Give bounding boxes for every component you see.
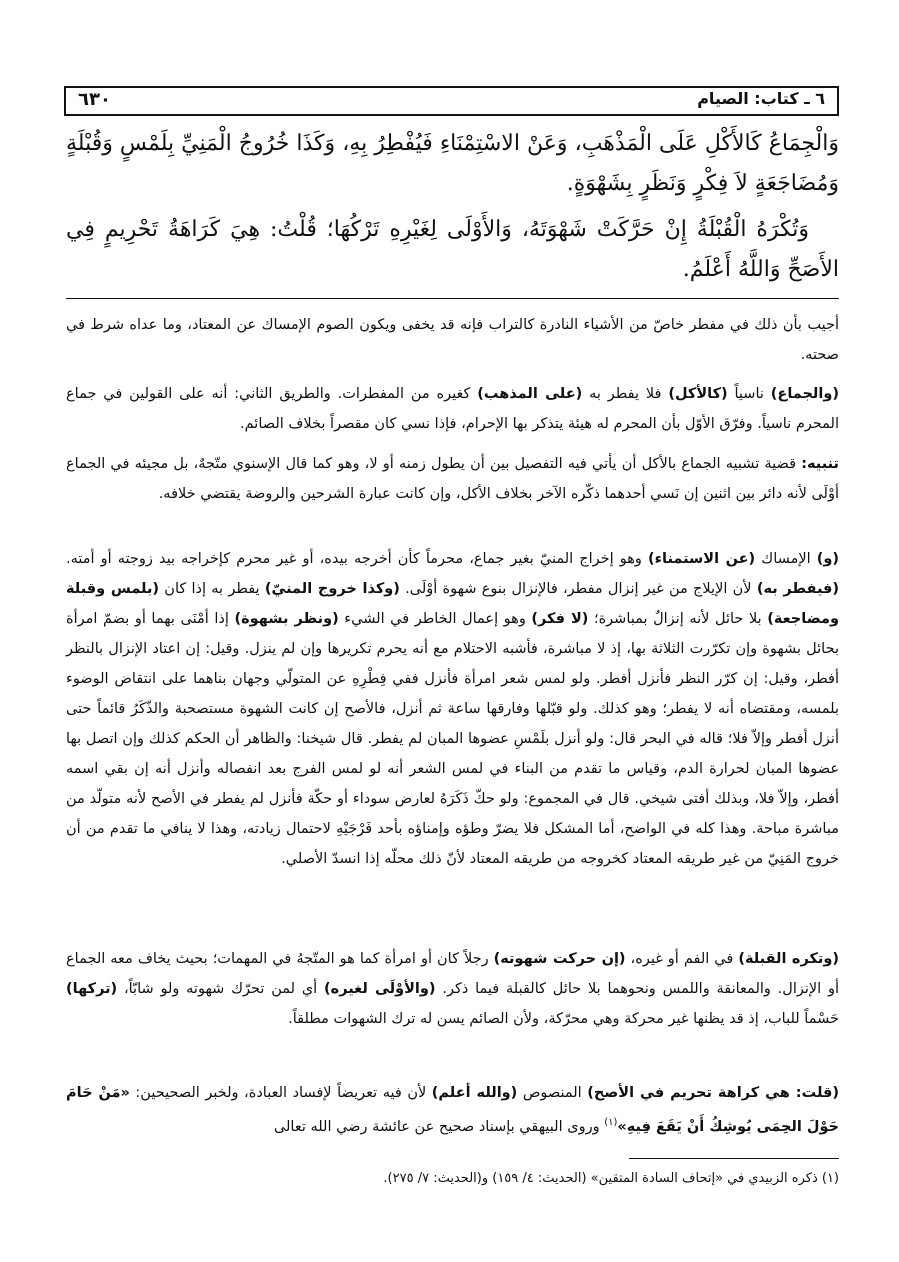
commentary-text: وهو إخراج المنيّ بغير جماع، محرماً كأن أخرجه بيده، أو غير محرم كإخراجه بيد زوجته أو أمته. bbox=[66, 551, 648, 567]
commentary-text: يفطر به إذا كان bbox=[159, 581, 265, 597]
commentary-paragraph-2 bbox=[66, 379, 839, 439]
commentary-text: أي لمن تحرّك شهوته ولو شابّاً، bbox=[117, 981, 325, 997]
commentary-paragraph-6 bbox=[66, 1078, 839, 1142]
quoted-matn: (عن الاستمناء) bbox=[647, 551, 756, 567]
quoted-matn: (قلت: هي كراهة تحريم في الأصح) bbox=[587, 1085, 839, 1101]
main-text-line: وَتُكْرَهُ الْقُبْلَةُ إِنْ حَرَّكَتْ شَهْوَتَهُ، وَالأَوْلَى لِغَيْرِهِ تَرْكُهَا؛ قُلْتُ: هِيَ كَرَاهَةُ تَحْرِيمٍ فِي الأَصَحِّ وَاللَّهُ أَعْلَمُ. bbox=[66, 217, 839, 282]
commentary-paragraph-5 bbox=[66, 944, 839, 1034]
commentary-text: في الفم أو غيره، bbox=[625, 951, 739, 967]
quoted-matn: (وكذا خروج المنيّ) bbox=[264, 581, 400, 597]
commentary-text: أجيب بأن ذلك في مفطر خاصّ من الأشياء النادرة كالتراب فإنه قد يخفى ويكون الصوم الإمساك عن المعتاد، وما عداه شرط في صحته. bbox=[66, 317, 839, 363]
commentary-text: الإمساك bbox=[755, 551, 817, 567]
commentary-text: المنصوص bbox=[517, 1085, 588, 1101]
commentary-paragraph-3 bbox=[66, 449, 839, 509]
footnote-divider bbox=[629, 1158, 839, 1159]
commentary-paragraph-4 bbox=[66, 544, 839, 874]
commentary-text: لأن فيه تعريضاً لإفساد العبادة، ولخبر الصحيحين: bbox=[129, 1085, 432, 1101]
commentary-text: لأن الإيلاج من غير إنزال مفطر، فالإنزال بنوع شهوة أوْلَى. bbox=[399, 581, 757, 597]
quoted-matn: (فيفطر به) bbox=[756, 581, 839, 597]
chapter-title: ٦ ـ كتاب: الصيام bbox=[697, 89, 825, 108]
main-text-paragraph-1 bbox=[66, 124, 839, 204]
quoted-matn: (بلمس وقبلة ومضاجعة) bbox=[66, 581, 839, 627]
commentary-text: قضية تشبيه الجماع بالأكل أن يأتي فيه التفصيل بين أن يطول زمنه أو لا، وهو كما قال الإسنوي متّجهٌ، بل مجيئه في الجماع أوْلَى لأنه دائر بين اثنين إن نَسي أحدهما ذكّره الآخر بخلاف الأكل، وإن كانت عبارة الشرحين والروضة يقتضي خلافه. bbox=[66, 456, 839, 502]
commentary-text: ناسياً bbox=[727, 386, 771, 402]
commentary-text: كغيره من المفطرات. والطريق الثاني: أنه على القولين في جماع المحرم ناسياً. وفرّق الأوّل بأن المحرم له هيئة يتذكر بها الإحرام، فإذا نسي كان مقصراً بخلاف الصائم. bbox=[66, 386, 839, 432]
note-label: تنبيه: bbox=[801, 456, 839, 472]
footnote-marker: (١) bbox=[604, 1117, 618, 1128]
quoted-matn: (إن حركت شهوته) bbox=[493, 951, 626, 967]
commentary-text: وهو إعمال الخاطر في الشيء bbox=[338, 611, 532, 627]
commentary-text: رجلاً كان أو امرأة كما هو المتّجهُ في المهمات؛ بحيث يخاف معه الجماع أو الإنزال. والمعانقة واللمس ونحوهما بلا حائل كالقبلة فيما ذكر. bbox=[66, 951, 840, 997]
commentary-text: فلا يفطر به bbox=[582, 386, 669, 402]
hadith-quote: «مَنْ حَامَ حَوْلَ الحِمَى يُوشِكُ أَنْ يَقَعَ فِيهِ» bbox=[66, 1085, 839, 1135]
footnote: (١) ذكره الزبيدي في «إتحاف السادة المتقين» (الحديث: ٤/ ١٥٩) و(الحديث: ٧/ ٢٧٥). bbox=[383, 1171, 839, 1186]
commentary-text: حَسْماً للباب، إذ قد يظنها غير محركة وهي محرّكة، ولأن الصائم يسن له ترك الشهوات مطلقاً. bbox=[288, 1011, 839, 1027]
quoted-matn: (ونظر بشهوة) bbox=[234, 611, 339, 627]
commentary-text: إذا أمْنَى بهما أو بضمّ امرأة بحائل بشهوة وإن تكرّرت الثلاثة بها، إذ لا مباشرة، فأشبه الاحتلام مع أنه يحرم تكريرها وإن لم ينزل. وقيل: إن اعتاد الإنزال بالنظر أفطر، وقيل: إن كرّر النظر فأنزل أفطر. ولو لمس شعر امرأة فأنزل ففي فِطْرِهِ عن المتولّي وجهان بناهما على انتقاض الوضوء بلمسه، ومقتضاه أنه لا يفطر؛ وهو كذلك. ولو قبّلها وفارقها ساعة ثم أنزل، فالأصح إن كانت الشهوة مستصحبة والذّكَرُ قائماً حتى أنزل أفطر وإلاّ فلا؛ قاله في البحر قال: ولو أنزل بلَمْسِ عضوها المبان لم يفطر. قال شيخنا: والظاهر أن الحكم كذلك وإن اتصل بها عضوها المبان لحرارة الدم، وقياس ما تقدم من البناء في لمس الشعر أنه لو لمس الفرج بعد انفصاله وأنزل أنه إن بقي اسمه أفطر، وإلاّ فلا، وبذلك أفتى شيخي. قال في المجموع: ولو حكّ ذَكَرَهُ لعارض سوداء أو حكّة فأنزل لم يفطر في الأصح لأنه متولّد من مباشرة مباحة. وهذا كله في الواضح، أما المشكل فلا يضرّ وطؤه وإمناؤه بأحد فَرْجَيْهِ لاحتمال زيادته، وهذا لا ينافي ما تقدم من أن خروج المَنِيّ من غير طريقه المعتاد كخروجه من طريقه المعتاد لأنّ ذلك محلّه إذا انسدّ الأصلي. bbox=[66, 611, 839, 867]
running-header bbox=[64, 86, 839, 116]
commentary-text: وروى البيهقي بإسناد صحيح عن عائشة رضي الله تعالى bbox=[273, 1118, 605, 1135]
quoted-matn: (و) bbox=[816, 551, 839, 567]
quoted-matn: (لا فكر) bbox=[531, 611, 589, 627]
commentary-paragraph-1 bbox=[66, 310, 839, 370]
commentary-text: بلا حائل لأنه إنزالٌ بمباشرة؛ bbox=[588, 611, 768, 627]
main-text-line: وَالْجِمَاعُ كَالأَكْلِ عَلَى الْمَذْهَبِ، وَعَنْ الاسْتِمْنَاءِ فَيُفْطِرُ بِهِ، وَكَذَا خُرُوجُ الْمَنِيِّ بِلَمْسٍ وَقُبْلَةٍ وَمُضَاجَعَةٍ لاَ فِكْرٍ وَنَظَرٍ بِشَهْوَةٍ. bbox=[66, 131, 839, 196]
quoted-matn: (تركها) bbox=[66, 981, 118, 997]
quoted-matn: (والله أعلم) bbox=[431, 1085, 518, 1101]
quoted-matn: (كالأكل) bbox=[668, 386, 728, 402]
quoted-matn: (وتكره القبلة) bbox=[738, 951, 839, 967]
quoted-matn: (على المذهب) bbox=[477, 386, 583, 402]
quoted-matn: (والأوْلَى لغيره) bbox=[324, 981, 436, 997]
quoted-matn: (والجماع) bbox=[770, 386, 839, 402]
page-number: ٦٣٠ bbox=[78, 89, 111, 110]
main-text-paragraph-2 bbox=[66, 210, 839, 290]
section-divider bbox=[66, 298, 839, 299]
